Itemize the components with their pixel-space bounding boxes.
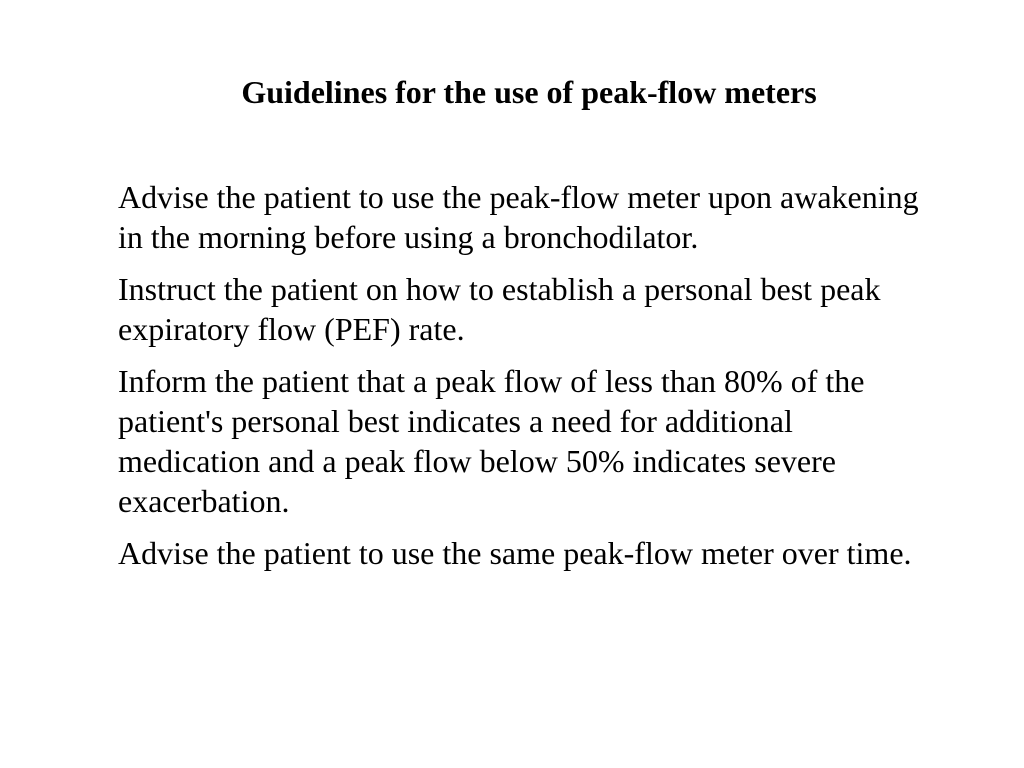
guideline-item-personal-best: Instruct the patient on how to establish a personal best peak expiratory flow (PEF) rate. [118,271,881,347]
slide-title: Guidelines for the use of peak-flow meters [241,74,817,110]
guideline-list [118,177,938,585]
guideline-item-thresholds: Inform the patient that a peak flow of less than 80% of the patient's personal best indicates a need for additional medication and a peak flow below 50% indicates severe exacerbation. [118,363,865,519]
guideline-item-morning-use: Advise the patient to use the peak-flow meter upon awakening in the morning before using a bronchodilator. [118,179,919,255]
guideline-item-same-meter: Advise the patient to use the same peak-flow meter over time. [118,535,912,571]
